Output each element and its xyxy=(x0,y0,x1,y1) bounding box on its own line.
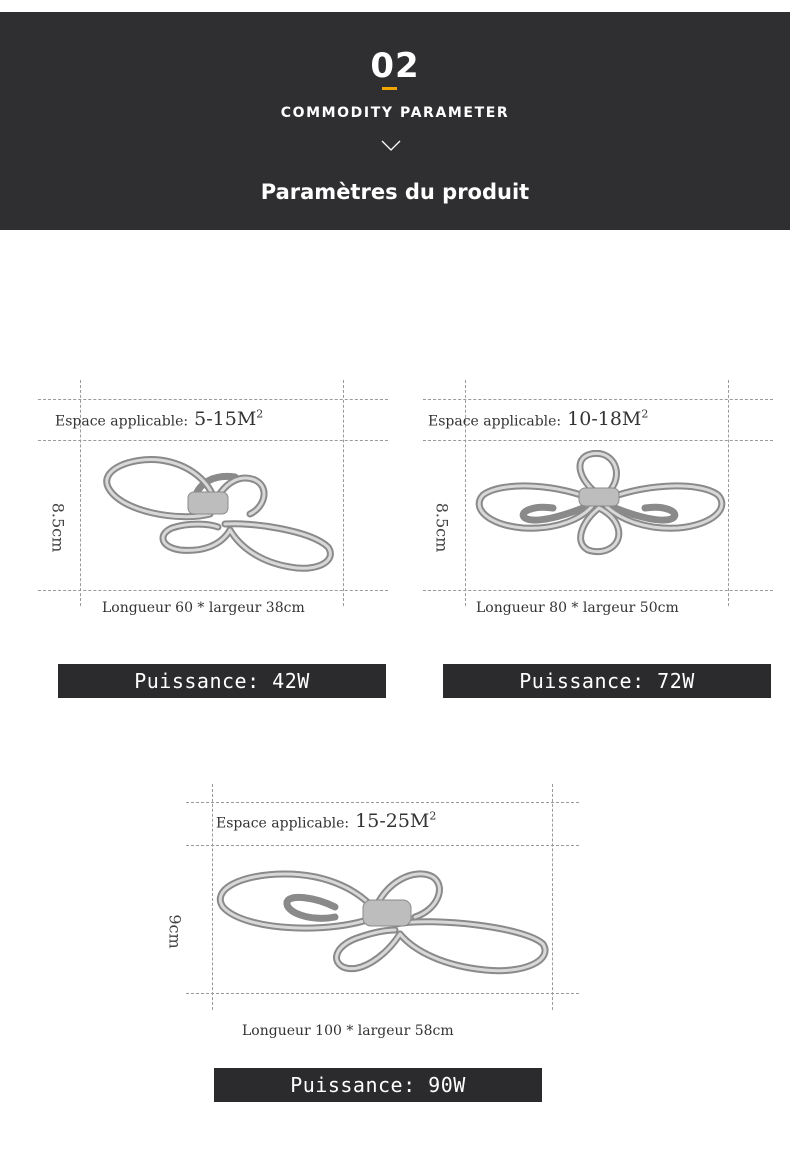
height-label: 8.5cm xyxy=(48,502,68,553)
dimensions-text: Longueur 100 * largeur 58cm xyxy=(242,1023,454,1039)
applicable-space-value: 10-18M xyxy=(567,408,642,431)
guide-line xyxy=(552,784,553,1010)
guide-line xyxy=(38,399,388,400)
guide-line xyxy=(38,440,388,441)
applicable-space xyxy=(55,408,263,430)
height-label: 9cm xyxy=(165,914,185,949)
accent-bar xyxy=(382,87,397,90)
guide-line xyxy=(423,590,773,591)
lamp-image xyxy=(215,862,550,980)
applicable-space-label: Espace applicable: xyxy=(216,815,350,832)
guide-line xyxy=(343,380,344,606)
chevron-down-icon xyxy=(380,137,402,153)
guide-line xyxy=(423,399,773,400)
applicable-space-exponent: 2 xyxy=(429,810,437,823)
guide-line xyxy=(186,802,579,803)
guide-line xyxy=(423,440,773,441)
guide-line xyxy=(38,590,388,591)
applicable-space-exponent: 2 xyxy=(641,408,649,421)
power-badge: Puissance: 72W xyxy=(443,664,771,698)
dimensions-text: Longueur 80 * largeur 50cm xyxy=(476,600,679,616)
applicable-space-value: 5-15M xyxy=(194,408,257,431)
power-badge: Puissance: 42W xyxy=(58,664,386,698)
section-subtitle: COMMODITY PARAMETER xyxy=(280,105,510,121)
applicable-space xyxy=(428,408,648,430)
lamp-image xyxy=(100,452,340,577)
dimensions-text: Longueur 60 * largeur 38cm xyxy=(102,600,305,616)
power-badge: Puissance: 90W xyxy=(214,1068,542,1102)
header-banner xyxy=(0,12,790,230)
lamp-image xyxy=(473,450,728,558)
applicable-space-label: Espace applicable: xyxy=(428,413,562,430)
applicable-space xyxy=(216,810,436,832)
page-title: Paramètres du produit xyxy=(260,180,530,204)
guide-line xyxy=(212,784,213,1010)
height-label: 8.5cm xyxy=(432,502,452,553)
applicable-space-exponent: 2 xyxy=(256,408,264,421)
applicable-space-value: 15-25M xyxy=(355,810,430,833)
guide-line xyxy=(186,993,579,994)
applicable-space-label: Espace applicable: xyxy=(55,413,189,430)
section-number: 02 xyxy=(370,46,420,86)
guide-line xyxy=(728,380,729,606)
guide-line xyxy=(186,845,579,846)
